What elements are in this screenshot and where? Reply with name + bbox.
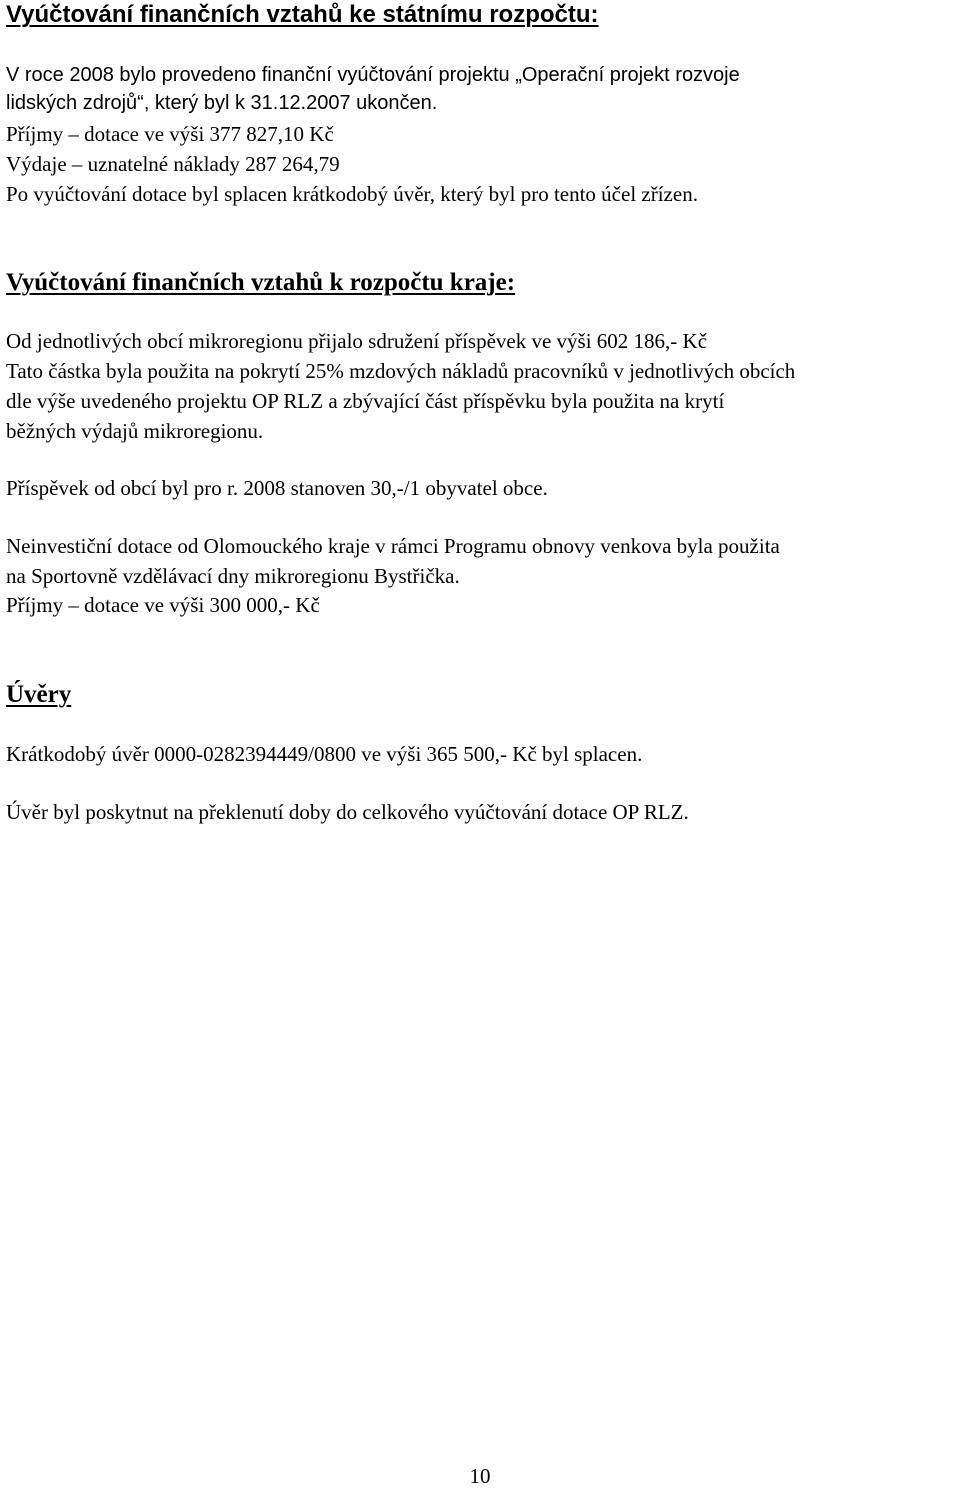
text-line: Příspěvek od obcí byl pro r. 2008 stanoven 30,-/1 obyvatel obce. — [6, 476, 548, 500]
text-line: lidských zdrojů“, který byl k 31.12.2007 ukončen. — [6, 92, 438, 114]
text-line: Výdaje – uznatelné náklady 287 264,79 — [6, 152, 340, 176]
text-line: dle výše uvedeného projektu OP RLZ a zbývající část příspěvku byla použita na krytí — [6, 389, 725, 413]
text-line: Úvěr byl poskytnut na překlenutí doby do celkového vyúčtování dotace OP RLZ. — [6, 800, 689, 824]
text-line: běžných výdajů mikroregionu. — [6, 419, 264, 443]
text-line: Tato částka byla použita na pokrytí 25% mzdových nákladů pracovníků v jednotlivých obcích — [6, 359, 796, 383]
heading-region-budget: Vyúčtování finančních vztahů k rozpočtu kraje: — [6, 269, 516, 296]
text-line: Od jednotlivých obcí mikroregionu přijalo sdružení příspěvek ve výši 602 186,- Kč — [6, 329, 708, 353]
page-number: 10 — [469, 1464, 491, 1488]
text-line: Příjmy – dotace ve výši 377 827,10 Kč — [6, 122, 334, 146]
heading-state-budget: Vyúčtování finančních vztahů ke státnímu rozpočtu: — [6, 1, 599, 28]
text-line: Neinvestiční dotace od Olomouckého kraje v rámci Programu obnovy venkova byla použita — [6, 534, 780, 558]
text-line: Po vyúčtování dotace byl splacen krátkodobý úvěr, který byl pro tento účel zřízen. — [6, 182, 698, 206]
text-line: Příjmy – dotace ve výši 300 000,- Kč — [6, 593, 320, 617]
text-line: V roce 2008 bylo provedeno finanční vyúčtování projektu „Operační projekt rozvoje — [6, 64, 740, 86]
text-line: na Sportovně vzdělávací dny mikroregionu Bystřička. — [6, 564, 460, 588]
text-line: Krátkodobý úvěr 0000-0282394449/0800 ve výši 365 500,- Kč byl splacen. — [6, 742, 643, 766]
heading-loans: Úvěry — [6, 681, 72, 708]
